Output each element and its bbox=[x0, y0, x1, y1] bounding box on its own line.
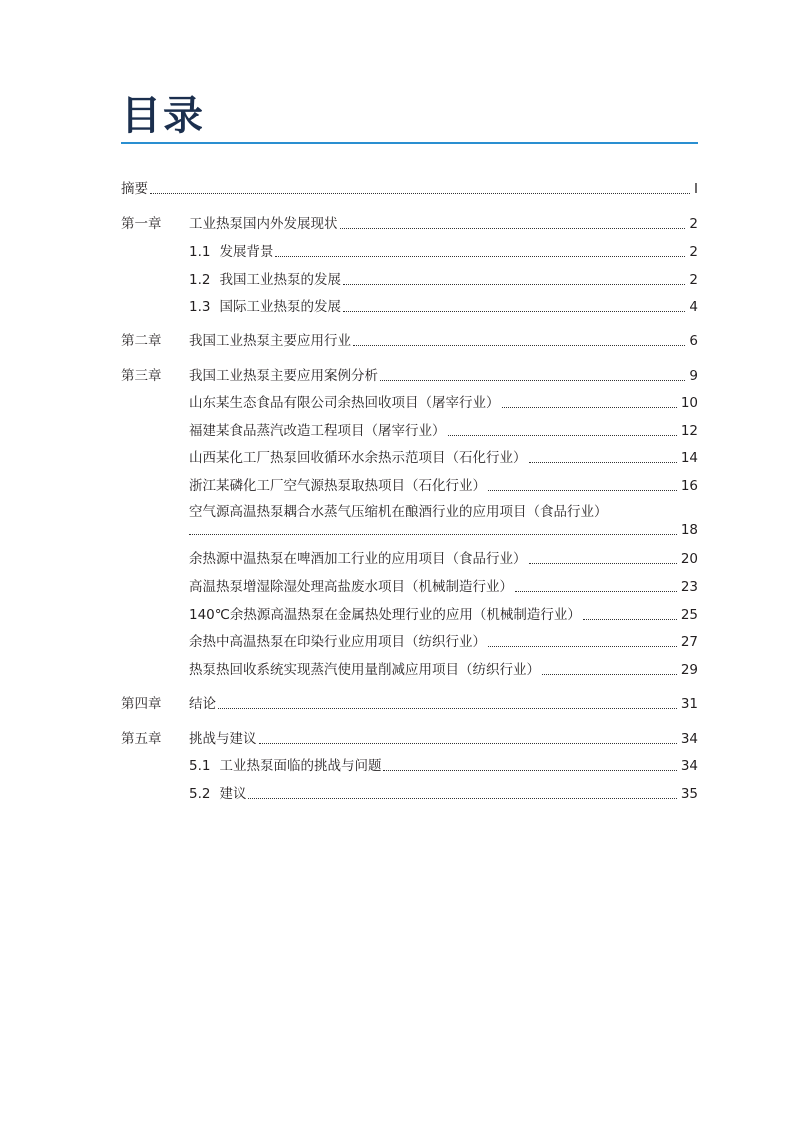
dot-leader bbox=[488, 631, 677, 653]
dot-leader bbox=[343, 269, 685, 291]
section-number: 1.1 bbox=[189, 244, 211, 260]
toc-page-number: 6 bbox=[689, 333, 698, 349]
section-number: 1.3 bbox=[189, 299, 211, 315]
dot-leader bbox=[380, 365, 685, 387]
dot-leader bbox=[529, 548, 677, 570]
toc-entry-text: 140℃余热源高温热泵在金属热处理行业的应用（机械制造行业） bbox=[189, 607, 581, 623]
toc-entry-1-2[interactable] bbox=[121, 269, 698, 291]
dot-leader bbox=[248, 783, 676, 805]
dot-leader bbox=[488, 475, 677, 497]
toc-entry-text: 山西某化工厂热泵回收循环水余热示范项目（石化行业） bbox=[189, 450, 527, 466]
toc-entry-text: 余热源中温热泵在啤酒加工行业的应用项目（食品行业） bbox=[189, 551, 527, 567]
toc-case-entry[interactable] bbox=[121, 659, 698, 681]
toc-entry-abstract[interactable] bbox=[121, 178, 698, 200]
toc-entry-text: 我国工业热泵的发展 bbox=[219, 272, 341, 288]
toc-entry-ch2[interactable] bbox=[121, 330, 698, 352]
toc-page-number: 31 bbox=[680, 696, 698, 712]
toc-entry-text: 高温热泵增湿除湿处理高盐废水项目（机械制造行业） bbox=[189, 579, 513, 595]
toc-page-number: 4 bbox=[689, 299, 698, 315]
toc-page-number: 16 bbox=[680, 478, 698, 494]
toc-case-entry-continuation[interactable] bbox=[121, 519, 698, 541]
dot-leader bbox=[218, 693, 677, 715]
dot-leader bbox=[259, 728, 677, 750]
toc-entry-ch3[interactable] bbox=[121, 365, 698, 387]
toc-page-number: 20 bbox=[680, 551, 698, 567]
toc-entry-ch1[interactable] bbox=[121, 213, 698, 235]
toc-page-number: 2 bbox=[689, 272, 698, 288]
toc-page-number: 23 bbox=[680, 579, 698, 595]
toc-page-number: 25 bbox=[680, 607, 698, 623]
toc-page-number: 2 bbox=[689, 244, 698, 260]
toc-page-number: 10 bbox=[680, 395, 698, 411]
toc-entry-ch4[interactable] bbox=[121, 693, 698, 715]
toc-page-number: 27 bbox=[680, 634, 698, 650]
toc-case-entry[interactable] bbox=[121, 604, 698, 626]
toc-page-number: 34 bbox=[680, 758, 698, 774]
dot-leader bbox=[343, 296, 685, 318]
toc-case-entry[interactable] bbox=[121, 631, 698, 653]
dot-leader bbox=[340, 213, 686, 235]
dot-leader bbox=[353, 330, 685, 352]
toc-entry-5-2[interactable] bbox=[121, 783, 698, 805]
dot-leader bbox=[150, 178, 690, 200]
toc-entry-text: 摘要 bbox=[121, 181, 148, 197]
chapter-label: 第四章 bbox=[121, 696, 162, 712]
toc-entry-1-1[interactable] bbox=[121, 241, 698, 263]
title-rule bbox=[121, 142, 698, 144]
chapter-label: 第三章 bbox=[121, 368, 162, 384]
toc-entry-text: 挑战与建议 bbox=[189, 731, 257, 747]
toc-page-number: I bbox=[694, 181, 698, 197]
toc-entry-text: 空气源高温热泵耦合水蒸气压缩机在酿酒行业的应用项目（食品行业） bbox=[189, 504, 608, 520]
toc-case-entry[interactable] bbox=[121, 420, 698, 442]
section-number: 5.2 bbox=[189, 786, 211, 802]
dot-leader bbox=[189, 519, 677, 541]
toc-entry-text: 发展背景 bbox=[219, 244, 274, 260]
dot-leader bbox=[275, 241, 685, 263]
chapter-label: 第一章 bbox=[121, 216, 162, 232]
toc-entry-text: 结论 bbox=[189, 696, 216, 712]
toc-case-entry[interactable] bbox=[121, 475, 698, 497]
chapter-label: 第二章 bbox=[121, 333, 162, 349]
toc-page-number: 9 bbox=[689, 368, 698, 384]
toc-entry-text: 福建某食品蒸汽改造工程项目（屠宰行业） bbox=[189, 423, 446, 439]
toc-page-number: 12 bbox=[680, 423, 698, 439]
toc-entry-text: 浙江某磷化工厂空气源热泵取热项目（石化行业） bbox=[189, 478, 486, 494]
dot-leader bbox=[502, 392, 677, 414]
dot-leader bbox=[383, 755, 676, 777]
chapter-label: 第五章 bbox=[121, 731, 162, 747]
toc-entry-1-3[interactable] bbox=[121, 296, 698, 318]
dot-leader bbox=[583, 604, 677, 626]
page-title: 目录 bbox=[121, 93, 205, 139]
toc-case-entry[interactable] bbox=[121, 392, 698, 414]
toc-entry-text: 建议 bbox=[219, 786, 247, 802]
toc-entry-text: 热泵热回收系统实现蒸汽使用量削减应用项目（纺织行业） bbox=[189, 662, 540, 678]
section-number: 5.1 bbox=[189, 758, 211, 774]
toc-entry-ch5[interactable] bbox=[121, 728, 698, 750]
toc-entry-5-1[interactable] bbox=[121, 755, 698, 777]
dot-leader bbox=[515, 576, 677, 598]
toc-entry-text: 我国工业热泵主要应用行业 bbox=[189, 333, 351, 349]
toc-page-number: 34 bbox=[680, 731, 698, 747]
toc-case-entry[interactable] bbox=[121, 447, 698, 469]
section-number: 1.2 bbox=[189, 272, 211, 288]
dot-leader bbox=[529, 447, 677, 469]
toc-entry-text: 工业热泵面临的挑战与问题 bbox=[219, 758, 382, 774]
toc-entry-text: 我国工业热泵主要应用案例分析 bbox=[189, 368, 378, 384]
toc-case-entry[interactable] bbox=[121, 548, 698, 570]
toc-entry-text: 工业热泵国内外发展现状 bbox=[189, 216, 338, 232]
toc-page-number: 2 bbox=[689, 216, 698, 232]
dot-leader bbox=[542, 659, 677, 681]
toc-page-number: 35 bbox=[680, 786, 698, 802]
toc-entry-text: 山东某生态食品有限公司余热回收项目（屠宰行业） bbox=[189, 395, 500, 411]
toc-entry-text: 余热中高温热泵在印染行业应用项目（纺织行业） bbox=[189, 634, 486, 650]
toc-entry-text: 国际工业热泵的发展 bbox=[219, 299, 341, 315]
toc-page-number: 29 bbox=[680, 662, 698, 678]
dot-leader bbox=[448, 420, 677, 442]
toc-case-entry[interactable] bbox=[121, 576, 698, 598]
toc-page-number: 18 bbox=[680, 522, 698, 538]
toc-page-number: 14 bbox=[680, 450, 698, 466]
